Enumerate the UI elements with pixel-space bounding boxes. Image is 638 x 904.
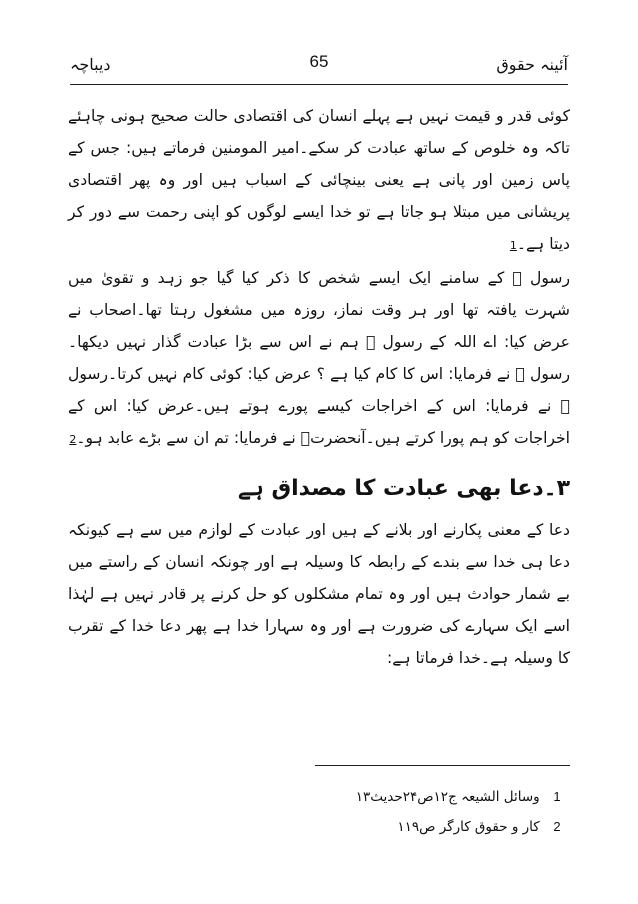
- footnote-number: 2: [553, 819, 561, 834]
- paragraph: [68, 514, 570, 674]
- footnotes: [270, 782, 570, 842]
- footnote-divider: [315, 765, 570, 766]
- section-heading: ۳۔دعا بھی عبادت کا مصداق ہے: [238, 476, 570, 501]
- section-title: دیباچہ: [70, 54, 111, 74]
- footnote: [270, 812, 570, 842]
- footnote-text: وسائل الشیعہ ج۱۲ص۲۴حدیث۱۳: [355, 789, 540, 805]
- footnote: [270, 782, 570, 812]
- footnote-text: کار و حقوق کارگر ص۱۱۹: [397, 819, 540, 835]
- body-text: [68, 100, 570, 674]
- paragraph: [68, 100, 570, 262]
- page-number: 65: [309, 52, 329, 71]
- paragraph-text: کوئی قدر و قیمت نہیں ہے پہلے انسان کی اقتصادی حالت صحیح ہونی چاہئے تاکہ وہ خلوص کے ساتھ عبادت کر سکے۔امیر المومنین فرماتے ہیں: جس کے پاس زمین اور پانی ہے یعنی بینچائی کے اسباب ہیں اور وہ پھر اقتصادی پریشانی میں مبتلا ہو جاتا ہے تو خدا ایسے لوگوں کو اپنی رحمت سے دور کر دیتا ہے۔: [68, 107, 570, 253]
- paragraph-text: رسول ﷺ کے سامنے ایک ایسے شخص کا ذکر کیا گیا جو زہد و تقویٰ میں شہرت یافتہ تھا اور ہر وقت نماز، روزہ میں مشغول رہتا تھا۔اصحاب نے عرض کیا: اے اللہ کے رسول ﷺ ہم نے اس سے بڑا عبادت گذار نہیں دیکھا۔رسول ﷺ نے فرمایا: اس کا کام کیا ہے ؟ عرض کیا: کوئی کام نہیں کرتا۔رسول ﷺ نے فرمایا: اس کے اخراجات کیسے پورے ہوتے ہیں۔عرض کیا: اس کے اخراجات کو ہم پورا کرتے ہیں۔آنحضرتؐ نے فرمایا: تم ان سے بڑے عابد ہو۔: [68, 269, 570, 447]
- paragraph-text: دعا کے معنی پکارنے اور بلانے کے ہیں اور عبادت کے لوازم میں سے ہے کیونکہ دعا ہی خدا سے بندے کے رابطہ کا وسیلہ ہے اور چونکہ انسان کے راستے میں بے شمار حوادث ہیں اور وہ تمام مشکلوں کو حل کرنے پر قادر نہیں ہے لہٰذا اسے ایک سہارے کی ضرورت ہے اور وہ سہارا خدا ہے پھر دعا خدا کے تقرب کا وسیلہ ہے۔خدا فرماتا ہے:: [68, 521, 570, 667]
- footnote-number: 1: [553, 789, 561, 804]
- paragraph: [68, 262, 570, 456]
- footnote-reference[interactable]: 1: [509, 239, 517, 252]
- book-title: آئینہ حقوق: [496, 54, 568, 74]
- running-header: [70, 44, 568, 85]
- footnote-reference[interactable]: 2: [69, 433, 77, 446]
